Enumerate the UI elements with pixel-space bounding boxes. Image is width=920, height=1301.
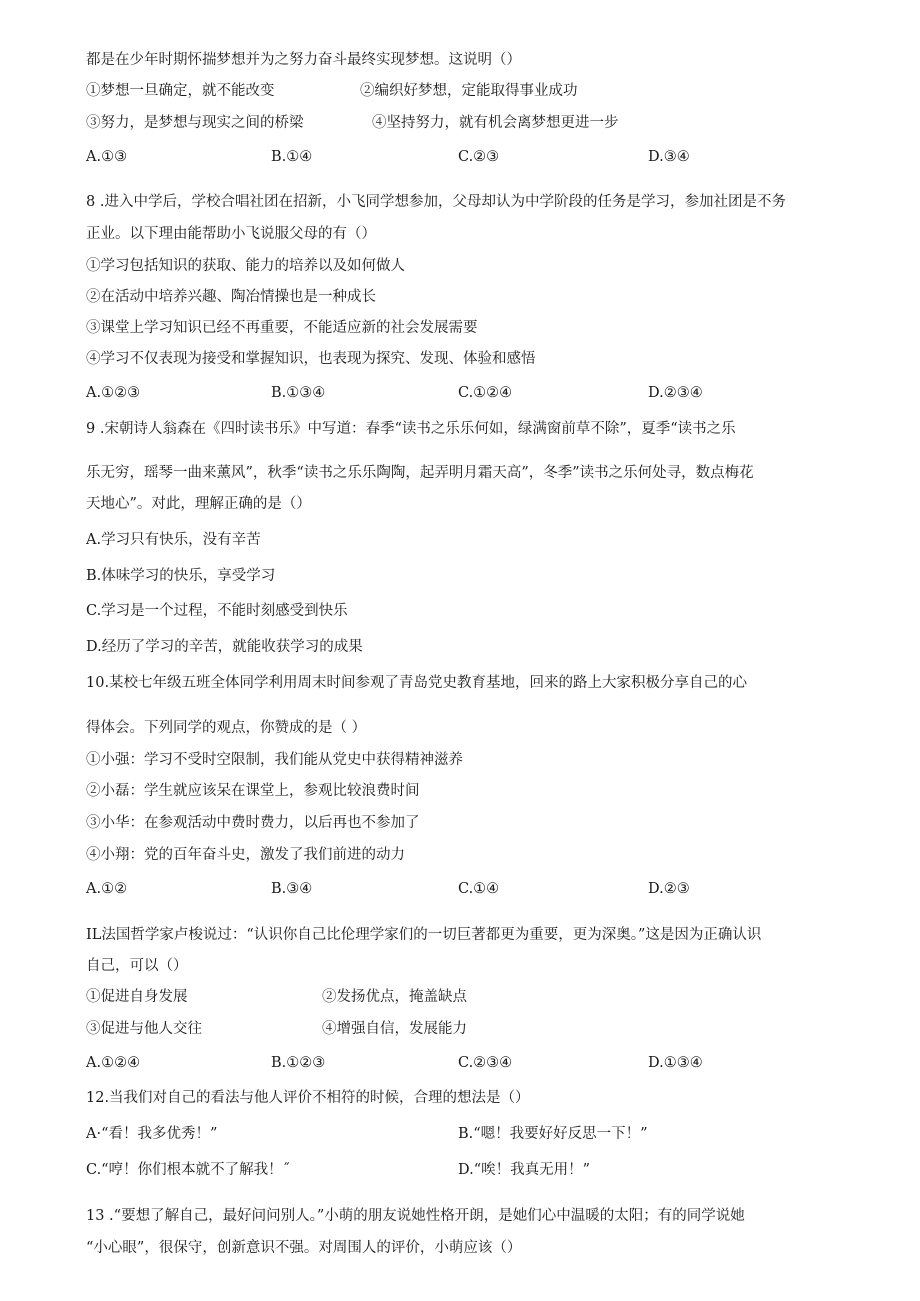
q9-stem-line-3: 天地心”。对此，理解正确的是（） bbox=[86, 496, 311, 512]
q7-item-1: ①梦想一旦确定，就不能改变 bbox=[86, 83, 275, 99]
q13-stem-line-2: “小心眼”，很保守，创新意识不强。对周围人的评价，小萌应该（） bbox=[86, 1240, 522, 1256]
q8-option-b: B.①③④ bbox=[271, 385, 326, 401]
q10-option-c: C.①④ bbox=[458, 881, 500, 897]
q8-item-3: ③课堂上学习知识已经不再重要，不能适应新的社会发展需要 bbox=[86, 320, 478, 336]
q8-option-d: D.②③④ bbox=[648, 385, 703, 401]
q8-option-c: C.①②④ bbox=[458, 385, 513, 401]
q9-option-d: D.经历了学习的辛苦，就能收获学习的成果 bbox=[86, 639, 363, 655]
q10-item-2: ②小磊：学生就应该呆在课堂上，参观比较浪费时间 bbox=[86, 783, 420, 799]
q11-item-2: ②发扬优点，掩盖缺点 bbox=[322, 989, 467, 1005]
q10-option-b: B.③④ bbox=[271, 881, 313, 897]
q11-option-a: A.①②④ bbox=[86, 1055, 141, 1071]
q11-item-1: ①促进自身发展 bbox=[86, 989, 188, 1005]
q7-option-a: A.①③ bbox=[86, 149, 128, 165]
q8-stem-line-2: 正业。以下理由能帮助小飞说服父母的有（） bbox=[86, 226, 376, 242]
q11-option-c: C.②③④ bbox=[458, 1055, 513, 1071]
q10-item-1: ①小强：学习不受时空限制，我们能从党史中获得精神滋养 bbox=[86, 752, 463, 768]
q7-item-4: ④坚持努力，就有机会离梦想更进一步 bbox=[372, 115, 619, 131]
q7-item-2: ②编织好梦想，定能取得事业成功 bbox=[360, 83, 578, 99]
q9-option-c: C.学习是一个过程，不能时刻感受到快乐 bbox=[86, 603, 348, 619]
q8-option-a: A.①②③ bbox=[86, 385, 141, 401]
q8-item-1: ①学习包括知识的获取、能力的培养以及如何做人 bbox=[86, 258, 405, 274]
q11-stem-line-1: IL法国哲学家卢梭说过：“认识你自己比伦理学家们的一切巨著都更为重要，更为深奥。”这是因为正确认识 bbox=[86, 927, 762, 943]
q11-item-4: ④增强自信，发展能力 bbox=[322, 1021, 467, 1037]
q10-item-4: ④小翔：党的百年奋斗史，激发了我们前进的动力 bbox=[86, 847, 405, 863]
q11-stem-line-2: 自己，可以（） bbox=[86, 958, 188, 974]
q8-item-2: ②在活动中培养兴趣、陶冶情操也是一种成长 bbox=[86, 289, 376, 305]
q10-stem-line-1: 10.某校七年级五班全体同学利用周末时间参观了青岛党史教育基地，回来的路上大家积极分享自己的心 bbox=[86, 675, 748, 691]
q8-item-4: ④学习不仅表现为接受和掌握知识，也表现为探究、发现、体验和感悟 bbox=[86, 351, 536, 367]
q10-stem-line-2: 得体会。下列同学的观点，你赞成的是（ ） bbox=[86, 720, 367, 736]
q7-item-3: ③努力，是梦想与现实之间的桥梁 bbox=[86, 115, 304, 131]
q10-item-3: ③小华：在参观活动中费时费力，以后再也不参加了 bbox=[86, 815, 420, 831]
q12-option-d: D.“唉！我真无用！” bbox=[458, 1162, 591, 1178]
q7-option-d: D.③④ bbox=[648, 149, 690, 165]
q12-stem: 12.当我们对自己的看法与他人评价不相符的时候，合理的想法是（） bbox=[86, 1090, 530, 1106]
q11-option-b: B.①②③ bbox=[271, 1055, 326, 1071]
q7-stem: 都是在少年时期怀揣梦想并为之努力奋斗最终实现梦想。这说明（） bbox=[86, 52, 521, 68]
q13-stem-line-1: 13 .“要想了解自己，最好问问别人。”小萌的朋友说她性格开朗，是她们心中温暖的太阳；有的同学说她 bbox=[86, 1208, 745, 1224]
q12-option-a: A·“看！我多优秀！” bbox=[86, 1126, 218, 1142]
q11-item-3: ③促进与他人交往 bbox=[86, 1021, 202, 1037]
q7-option-c: C.②③ bbox=[458, 149, 500, 165]
q9-stem-line-2: 乐无穷，瑶琴一曲来薰风”，秋季“读书之乐乐陶陶，起弄明月霜天高”，冬季”读书之乐何处寻，数点梅花 bbox=[86, 465, 754, 481]
q12-option-c: C.“哼！你们根本就不了解我！˝ bbox=[86, 1162, 290, 1178]
q10-option-a: A.①② bbox=[86, 881, 128, 897]
q11-option-d: D.①③④ bbox=[648, 1055, 703, 1071]
q9-stem-line-1: 9 .宋朝诗人翁森在《四时读书乐》中写道：春季“读书之乐乐何如，绿满窗前草不除”，夏季“读书之乐 bbox=[86, 421, 736, 437]
q10-option-d: D.②③ bbox=[648, 881, 690, 897]
q9-option-b: B.体味学习的快乐，享受学习 bbox=[86, 568, 276, 584]
q8-stem-line-1: 8 .进入中学后，学校合唱社团在招新，小飞同学想参加，父母却认为中学阶段的任务是学习，参加社团是不务 bbox=[86, 194, 786, 210]
q7-option-b: B.①④ bbox=[271, 149, 313, 165]
q12-option-b: B.“嗯！我要好好反思一下！” bbox=[458, 1126, 648, 1142]
q9-option-a: A.学习只有快乐，没有辛苦 bbox=[86, 532, 261, 548]
